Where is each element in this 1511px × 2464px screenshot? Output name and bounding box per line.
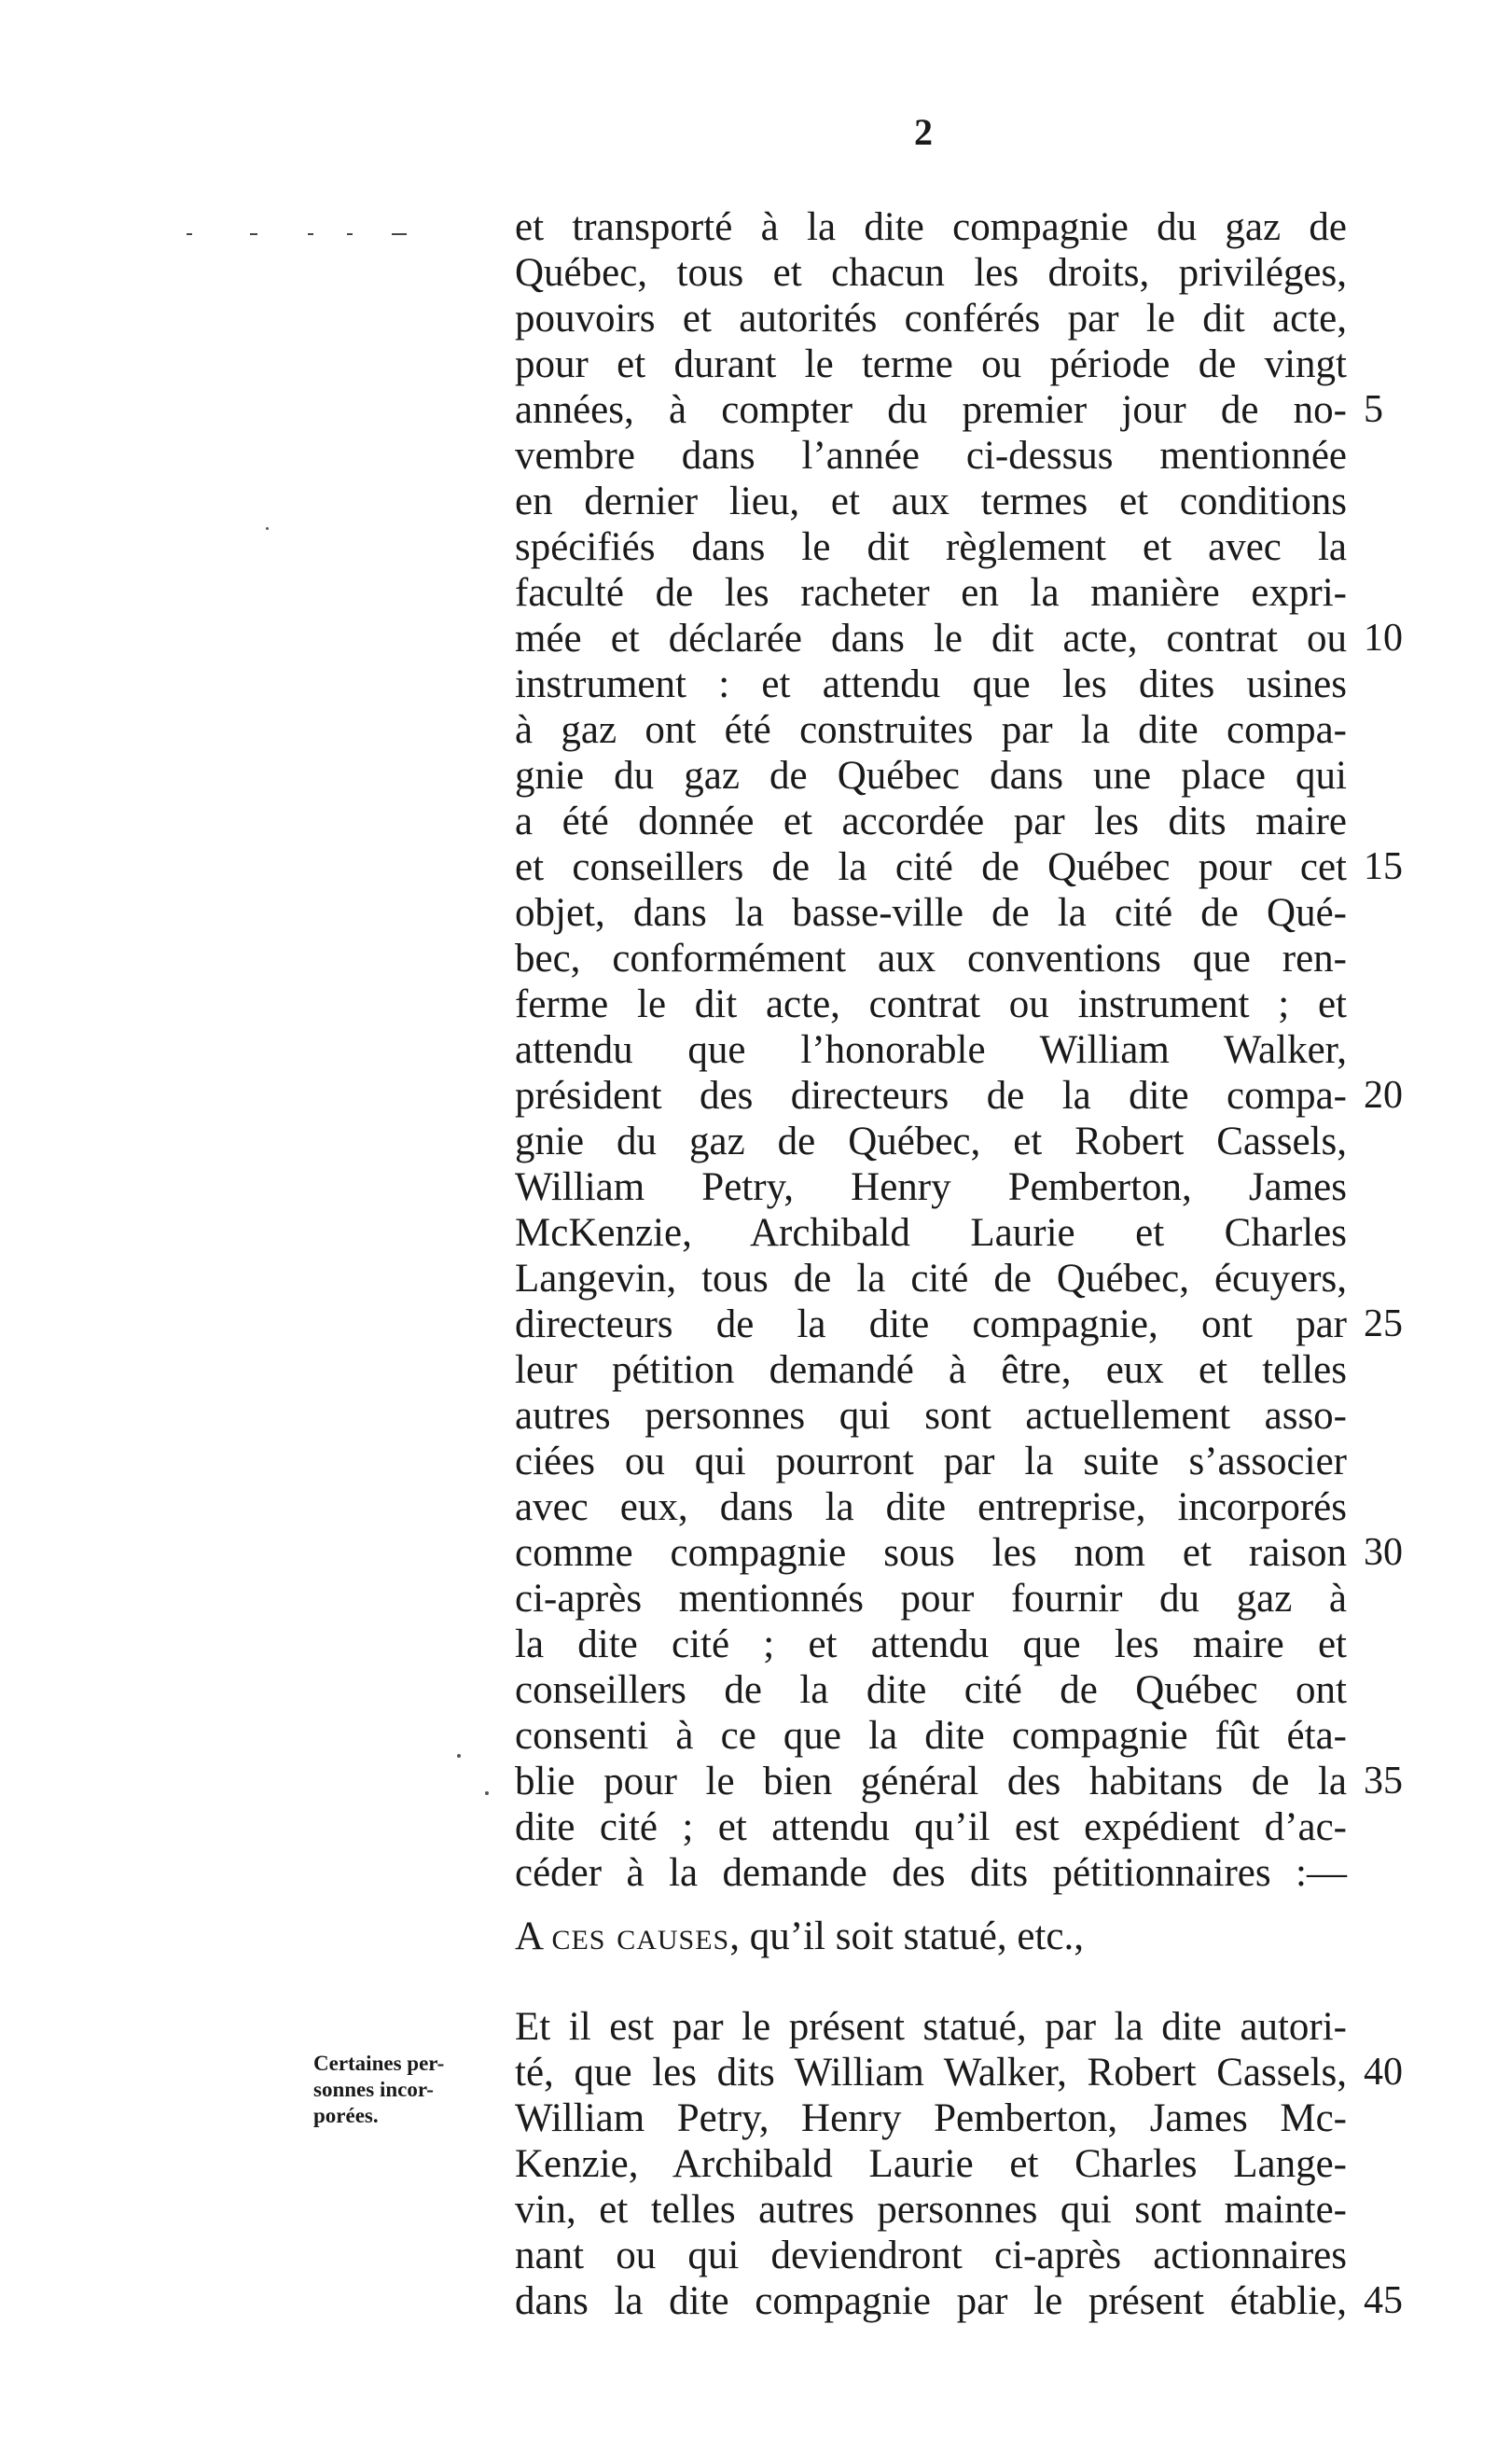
margin-mark — [187, 233, 192, 235]
text-line: avec eux, dans la dite entreprise, incorporés — [515, 1485, 1347, 1529]
text-line: blie pour le bien général des habitans de la — [515, 1760, 1347, 1803]
marginal-note — [313, 2051, 500, 2129]
text-line: Québec, tous et chacun les droits, priviléges, — [515, 251, 1347, 295]
text-line: Kenzie, Archibald Laurie et Charles Lange- — [515, 2142, 1347, 2186]
line-number: 30 — [1364, 1531, 1403, 1574]
margin-mark — [308, 233, 313, 235]
text-line: leur pétition demandé à être, eux et telles — [515, 1348, 1347, 1392]
marginal-note-line: Certaines per- — [313, 2052, 445, 2075]
text-line: mée et déclarée dans le dit acte, contrat ou — [515, 617, 1347, 661]
margin-speck — [457, 1754, 461, 1758]
text-line: directeurs de la dite compagnie, ont par — [515, 1302, 1347, 1346]
enacting-clause-prefix: A — [515, 1914, 552, 1958]
text-line: gnie du gaz de Québec, et Robert Cassels, — [515, 1120, 1347, 1163]
text-line: dite cité ; et attendu qu’il est expédient d’ac- — [515, 1805, 1347, 1849]
text-line: à gaz ont été construites par la dite compa- — [515, 708, 1347, 752]
text-line: dans la dite compagnie par le présent établie, — [515, 2279, 1347, 2323]
text-line: bec, conformément aux conventions que ren- — [515, 937, 1347, 981]
text-line: attendu que l’honorable William Walker, — [515, 1028, 1347, 1072]
line-number: 25 — [1364, 1302, 1403, 1345]
line-number: 35 — [1364, 1760, 1403, 1803]
text-line: et transporté à la dite compagnie du gaz de — [515, 205, 1347, 249]
text-line: président des directeurs de la dite compa- — [515, 1074, 1347, 1118]
text-line: consenti à ce que la dite compagnie fût éta- — [515, 1714, 1347, 1758]
text-line: a été donnée et accordée par les dits maire — [515, 800, 1347, 843]
text-line: William Petry, Henry Pemberton, James — [515, 1165, 1347, 1209]
text-line: pour et durant le terme ou période de vingt — [515, 342, 1347, 386]
margin-speck — [485, 1791, 489, 1795]
text-line: pouvoirs et autorités conférés par le dit acte, — [515, 297, 1347, 341]
enacting-clause-suffix: , qu’il soit statué, etc., — [729, 1914, 1085, 1958]
text-line: et conseillers de la cité de Québec pour cet — [515, 845, 1347, 889]
text-line: Langevin, tous de la cité de Québec, écuyers, — [515, 1257, 1347, 1301]
line-number: 45 — [1364, 2279, 1403, 2322]
marginal-note-line: sonnes incor- — [313, 2078, 434, 2101]
text-line: autres personnes qui sont actuellement asso- — [515, 1394, 1347, 1438]
margin-speck — [266, 527, 269, 530]
line-number: 40 — [1364, 2051, 1403, 2094]
text-line: ci-après mentionnés pour fournir du gaz à — [515, 1577, 1347, 1621]
text-line: vembre dans l’année ci-dessus mentionnée — [515, 434, 1347, 478]
text-line: vin, et telles autres personnes qui sont mainte- — [515, 2188, 1347, 2232]
margin-mark — [347, 233, 353, 235]
marginal-note-line: porées. — [313, 2104, 379, 2127]
text-line: ciées ou qui pourront par la suite s’associer — [515, 1440, 1347, 1483]
line-number: 5 — [1364, 388, 1383, 431]
text-line: ferme le dit acte, contrat ou instrument ; et — [515, 982, 1347, 1026]
text-line: en dernier lieu, et aux termes et conditions — [515, 480, 1347, 523]
text-line: gnie du gaz de Québec dans une place qui — [515, 754, 1347, 798]
line-number: 20 — [1364, 1074, 1403, 1117]
text-line: Et il est par le présent statué, par la dite autori- — [515, 2005, 1347, 2049]
text-line: McKenzie, Archibald Laurie et Charles — [515, 1211, 1347, 1255]
page-number: 2 — [914, 111, 933, 153]
enacting-clause-smallcaps: ces causes — [551, 1914, 730, 1958]
text-line: la dite cité ; et attendu que les maire et — [515, 1622, 1347, 1666]
text-line: objet, dans la basse-ville de la cité de Qué- — [515, 891, 1347, 935]
margin-mark — [250, 233, 257, 235]
line-number: 10 — [1364, 617, 1403, 660]
text-line: William Petry, Henry Pemberton, James Mc- — [515, 2096, 1347, 2140]
line-number: 15 — [1364, 845, 1403, 888]
text-line: faculté de les racheter en la manière expri- — [515, 571, 1347, 615]
text-line: nant ou qui deviendront ci-après actionnaires — [515, 2234, 1347, 2277]
text-line: céder à la demande des dits pétitionnaires :— — [515, 1851, 1347, 1895]
text-line: spécifiés dans le dit règlement et avec la — [515, 525, 1347, 569]
margin-mark — [392, 233, 407, 235]
text-line: instrument : et attendu que les dites usines — [515, 662, 1347, 706]
text-line: conseillers de la dite cité de Québec ont — [515, 1668, 1347, 1712]
text-line: té, que les dits William Walker, Robert Cassels, — [515, 2051, 1347, 2095]
text-line: comme compagnie sous les nom et raison — [515, 1531, 1347, 1575]
enacting-clause-line — [515, 1914, 1347, 1959]
text-line: années, à compter du premier jour de no- — [515, 388, 1347, 432]
